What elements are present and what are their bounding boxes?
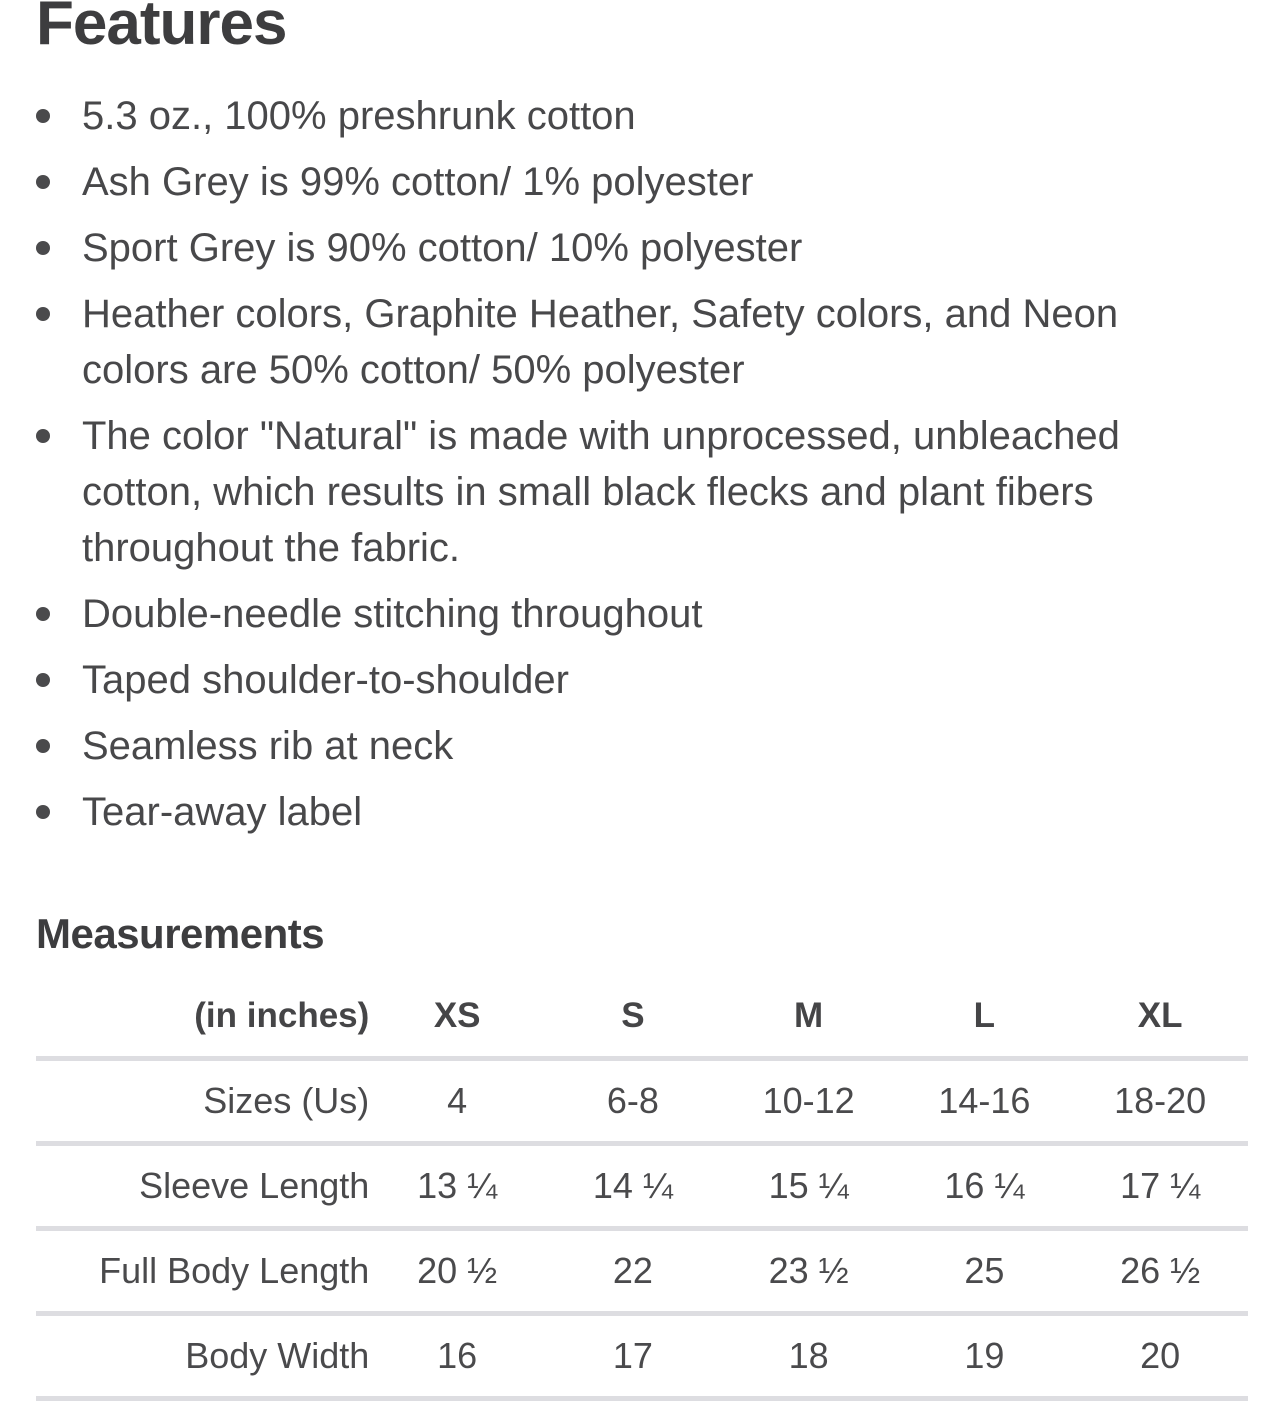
table-cell: 19	[897, 1314, 1073, 1399]
table-cell: 14-16	[897, 1059, 1073, 1144]
measurements-table	[36, 976, 1248, 1401]
table-cell: 25	[897, 1229, 1073, 1314]
col-header-s: S	[545, 976, 721, 1059]
feature-item	[36, 652, 1248, 708]
bullet-icon	[36, 307, 50, 321]
feature-text: Double-needle stitching throughout	[82, 592, 703, 636]
row-label: Body Width	[36, 1314, 369, 1399]
bullet-icon	[36, 109, 50, 123]
col-header-l: L	[897, 976, 1073, 1059]
feature-item	[36, 88, 1248, 144]
table-header-row	[36, 976, 1248, 1059]
table-cell: 10-12	[721, 1059, 897, 1144]
feature-item	[36, 408, 1248, 576]
feature-text: Sport Grey is 90% cotton/ 10% polyester	[82, 226, 803, 270]
bullet-icon	[36, 429, 50, 443]
table-cell: 13 ¼	[369, 1144, 545, 1229]
feature-item	[36, 220, 1248, 276]
feature-text: Taped shoulder-to-shoulder	[82, 658, 569, 702]
bullet-icon	[36, 739, 50, 753]
feature-item	[36, 154, 1248, 210]
col-header-xl: XL	[1072, 976, 1248, 1059]
bullet-icon	[36, 805, 50, 819]
bullet-icon	[36, 241, 50, 255]
feature-text: Seamless rib at neck	[82, 724, 454, 768]
bullet-icon	[36, 175, 50, 189]
table-cell: 20 ½	[369, 1229, 545, 1314]
table-cell: 4	[369, 1059, 545, 1144]
table-cell: 15 ¼	[721, 1144, 897, 1229]
measurements-title: Measurements	[36, 910, 325, 957]
row-label: Full Body Length	[36, 1229, 369, 1314]
feature-text: Ash Grey is 99% cotton/ 1% polyester	[82, 160, 754, 204]
table-cell: 16	[369, 1314, 545, 1399]
table-cell: 17	[545, 1314, 721, 1399]
table-cell: 22	[545, 1229, 721, 1314]
feature-item	[36, 286, 1248, 398]
table-cell: 16 ¼	[897, 1144, 1073, 1229]
feature-item	[36, 718, 1248, 774]
features-list	[36, 88, 1248, 840]
table-row	[36, 1229, 1248, 1314]
features-title: Features	[36, 0, 287, 58]
feature-item	[36, 586, 1248, 642]
table-row	[36, 1144, 1248, 1229]
table-cell: 20	[1072, 1314, 1248, 1399]
col-header-xs: XS	[369, 976, 545, 1059]
feature-text: Heather colors, Graphite Heather, Safety colors, and Neon colors are 50% cotton/ 50% polyester	[82, 292, 1119, 392]
table-cell: 6-8	[545, 1059, 721, 1144]
table-cell: 18-20	[1072, 1059, 1248, 1144]
table-cell: 26 ½	[1072, 1229, 1248, 1314]
bullet-icon	[36, 673, 50, 687]
row-label: Sizes (Us)	[36, 1059, 369, 1144]
table-cell: 17 ¼	[1072, 1144, 1248, 1229]
feature-text: Tear-away label	[82, 790, 363, 834]
feature-text: The color "Natural" is made with unprocessed, unbleached cotton, which results in small black flecks and plant fibers throughout the fabric.	[82, 414, 1120, 570]
table-cell: 23 ½	[721, 1229, 897, 1314]
feature-text: 5.3 oz., 100% preshrunk cotton	[82, 94, 636, 138]
unit-label-header: (in inches)	[36, 976, 369, 1059]
table-cell: 18	[721, 1314, 897, 1399]
feature-item	[36, 784, 1248, 840]
bullet-icon	[36, 607, 50, 621]
table-row	[36, 1059, 1248, 1144]
table-row	[36, 1314, 1248, 1399]
table-cell: 14 ¼	[545, 1144, 721, 1229]
row-label: Sleeve Length	[36, 1144, 369, 1229]
col-header-m: M	[721, 976, 897, 1059]
